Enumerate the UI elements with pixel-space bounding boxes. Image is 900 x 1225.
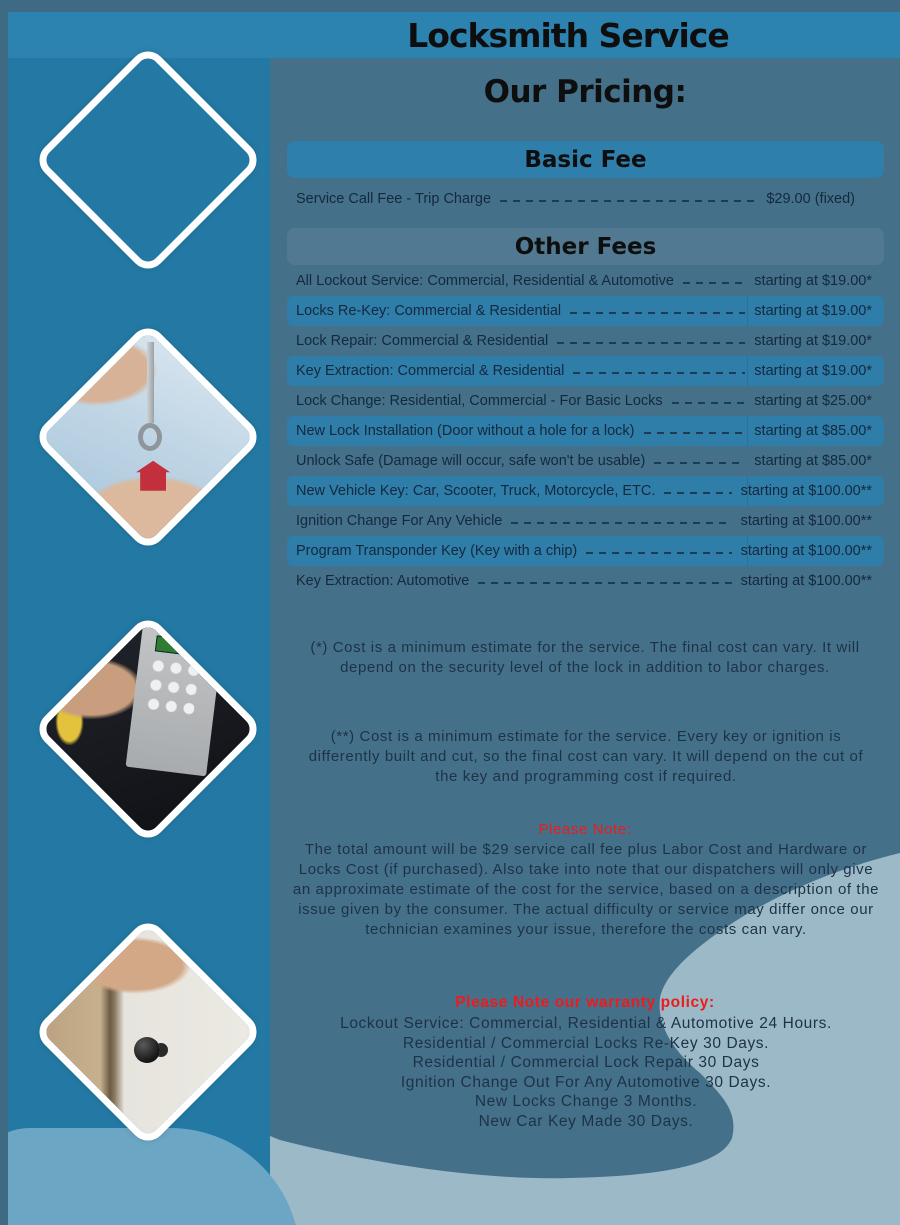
fee-price: starting at $19.00* bbox=[754, 273, 872, 289]
pricing-panel bbox=[270, 58, 900, 1225]
fee-price: starting at $100.00** bbox=[740, 513, 872, 529]
fee-price: starting at $25.00* bbox=[754, 393, 872, 409]
locksmith-photo bbox=[32, 44, 264, 276]
dash-leader bbox=[500, 200, 757, 202]
other-fees-list bbox=[270, 266, 900, 596]
other-fees-header bbox=[287, 228, 884, 265]
fee-row bbox=[287, 416, 884, 446]
photo-key-handover bbox=[32, 321, 264, 553]
photo-security-keypad bbox=[32, 613, 264, 845]
frame-left-edge bbox=[0, 0, 8, 1225]
decorative-corner-shape bbox=[0, 1128, 300, 1225]
fee-label: All Lockout Service: Commercial, Residential & Automotive bbox=[296, 273, 674, 289]
doorknob-icon bbox=[134, 1037, 160, 1063]
keypad-lcd-screen bbox=[154, 635, 200, 657]
basic-fee-row bbox=[270, 185, 900, 213]
fee-label: Locks Re-Key: Commercial & Residential bbox=[296, 303, 562, 319]
fee-label: Lock Repair: Commercial & Residential bbox=[296, 333, 549, 349]
key-handover-photo bbox=[32, 321, 264, 553]
keyring-icon bbox=[138, 423, 162, 451]
fee-row bbox=[287, 566, 884, 596]
keypad-buttons bbox=[142, 657, 200, 717]
fee-label: Program Transponder Key (Key with a chip) bbox=[296, 543, 578, 559]
dash-leader bbox=[478, 582, 731, 584]
photo-locksmith-with-keys bbox=[32, 44, 264, 276]
warranty-line: Ignition Change Out For Any Automotive 30 Days. bbox=[400, 1073, 772, 1091]
fee-label: Ignition Change For Any Vehicle bbox=[296, 513, 503, 529]
title-band bbox=[0, 12, 900, 58]
dash-leader bbox=[672, 402, 746, 404]
fee-row bbox=[287, 506, 884, 536]
dash-leader bbox=[644, 432, 746, 434]
dash-leader bbox=[570, 312, 745, 314]
door-lock-photo bbox=[32, 916, 264, 1148]
warranty-line: New Car Key Made 30 Days. bbox=[478, 1112, 694, 1130]
dash-leader bbox=[586, 552, 731, 554]
dash-leader bbox=[511, 522, 731, 524]
fee-price: $29.00 (fixed) bbox=[766, 191, 855, 207]
fee-row bbox=[287, 446, 884, 476]
footnote-single-star: (*) Cost is a minimum estimate for the service. The final cost can vary. It will depend on the security level of the lock in addition to labor charges. bbox=[310, 639, 860, 677]
fee-label: Unlock Safe (Damage will occur, safe won't be usable) bbox=[296, 453, 646, 469]
fee-price: starting at $19.00* bbox=[754, 363, 872, 379]
photo-door-lock-service bbox=[32, 916, 264, 1148]
fee-label: New Lock Installation (Door without a hole for a lock) bbox=[296, 423, 635, 439]
warranty-policy-heading: Please Note our warranty policy: bbox=[455, 994, 715, 1011]
basic-fee-header bbox=[287, 141, 884, 178]
page-title: Locksmith Service bbox=[407, 15, 729, 55]
panel-content bbox=[270, 58, 900, 1225]
fee-row bbox=[287, 296, 884, 326]
warranty-line: Residential / Commercial Locks Re-Key 30 Days. bbox=[402, 1034, 770, 1052]
fee-label: Key Extraction: Automotive bbox=[296, 573, 470, 589]
fee-row bbox=[287, 386, 884, 416]
fee-price: starting at $100.00** bbox=[740, 573, 872, 589]
key-icon bbox=[147, 342, 154, 423]
fee-label: Service Call Fee - Trip Charge bbox=[296, 191, 492, 207]
fee-price: starting at $19.00* bbox=[754, 303, 872, 319]
dash-leader bbox=[683, 282, 745, 284]
other-fees-header-label: Other Fees bbox=[514, 233, 657, 260]
fee-row bbox=[287, 356, 884, 386]
fee-label: Lock Change: Residential, Commercial - For Basic Locks bbox=[296, 393, 663, 409]
pricing-heading: Our Pricing: bbox=[483, 74, 687, 110]
fee-price: starting at $85.00* bbox=[754, 423, 872, 439]
please-note-body: The total amount will be $29 service call fee plus Labor Cost and Hardware or Locks Cost (if purchased). Also take into note that our dispatchers will only give an approximate estimate of the cost for the service, based on a description of the issue given by the consumer. The actual difficulty or service may differ once our technician examines your issue, therefore the costs can vary. bbox=[292, 841, 880, 939]
fee-row bbox=[287, 326, 884, 356]
warranty-line: Lockout Service: Commercial, Residential & Automotive 24 Hours. bbox=[340, 1015, 832, 1032]
house-keychain-icon bbox=[136, 461, 170, 491]
fee-row bbox=[287, 536, 884, 566]
please-note-heading: Please Note: bbox=[538, 821, 632, 838]
warranty-line: Residential / Commercial Lock Repair 30 Days bbox=[412, 1054, 760, 1072]
dash-leader bbox=[654, 462, 745, 464]
keypad-photo bbox=[32, 613, 264, 845]
fee-price: starting at $100.00** bbox=[740, 483, 872, 499]
fee-price: starting at $85.00* bbox=[754, 453, 872, 469]
basic-fee-header-label: Basic Fee bbox=[524, 146, 647, 173]
fee-row bbox=[287, 476, 884, 506]
footnote-double-star: (**) Cost is a minimum estimate for the service. Every key or ignition is differently built and cut, so the final cost can vary. It will depend on the cut of the key and programming cost if required. bbox=[308, 728, 864, 786]
fee-label: Key Extraction: Commercial & Residential bbox=[296, 363, 565, 379]
frame-top-edge bbox=[0, 0, 900, 12]
keypad-panel bbox=[125, 625, 223, 777]
fee-price: starting at $19.00* bbox=[754, 333, 872, 349]
dash-leader bbox=[664, 492, 731, 494]
dash-leader bbox=[573, 372, 745, 374]
fee-row bbox=[287, 266, 884, 296]
dash-leader bbox=[557, 342, 745, 344]
warranty-policy-list bbox=[292, 1014, 880, 1131]
warranty-line: New Locks Change 3 Months. bbox=[474, 1093, 698, 1111]
fee-price: starting at $100.00** bbox=[740, 543, 872, 559]
fee-label: New Vehicle Key: Car, Scooter, Truck, Motorcycle, ETC. bbox=[296, 483, 656, 499]
